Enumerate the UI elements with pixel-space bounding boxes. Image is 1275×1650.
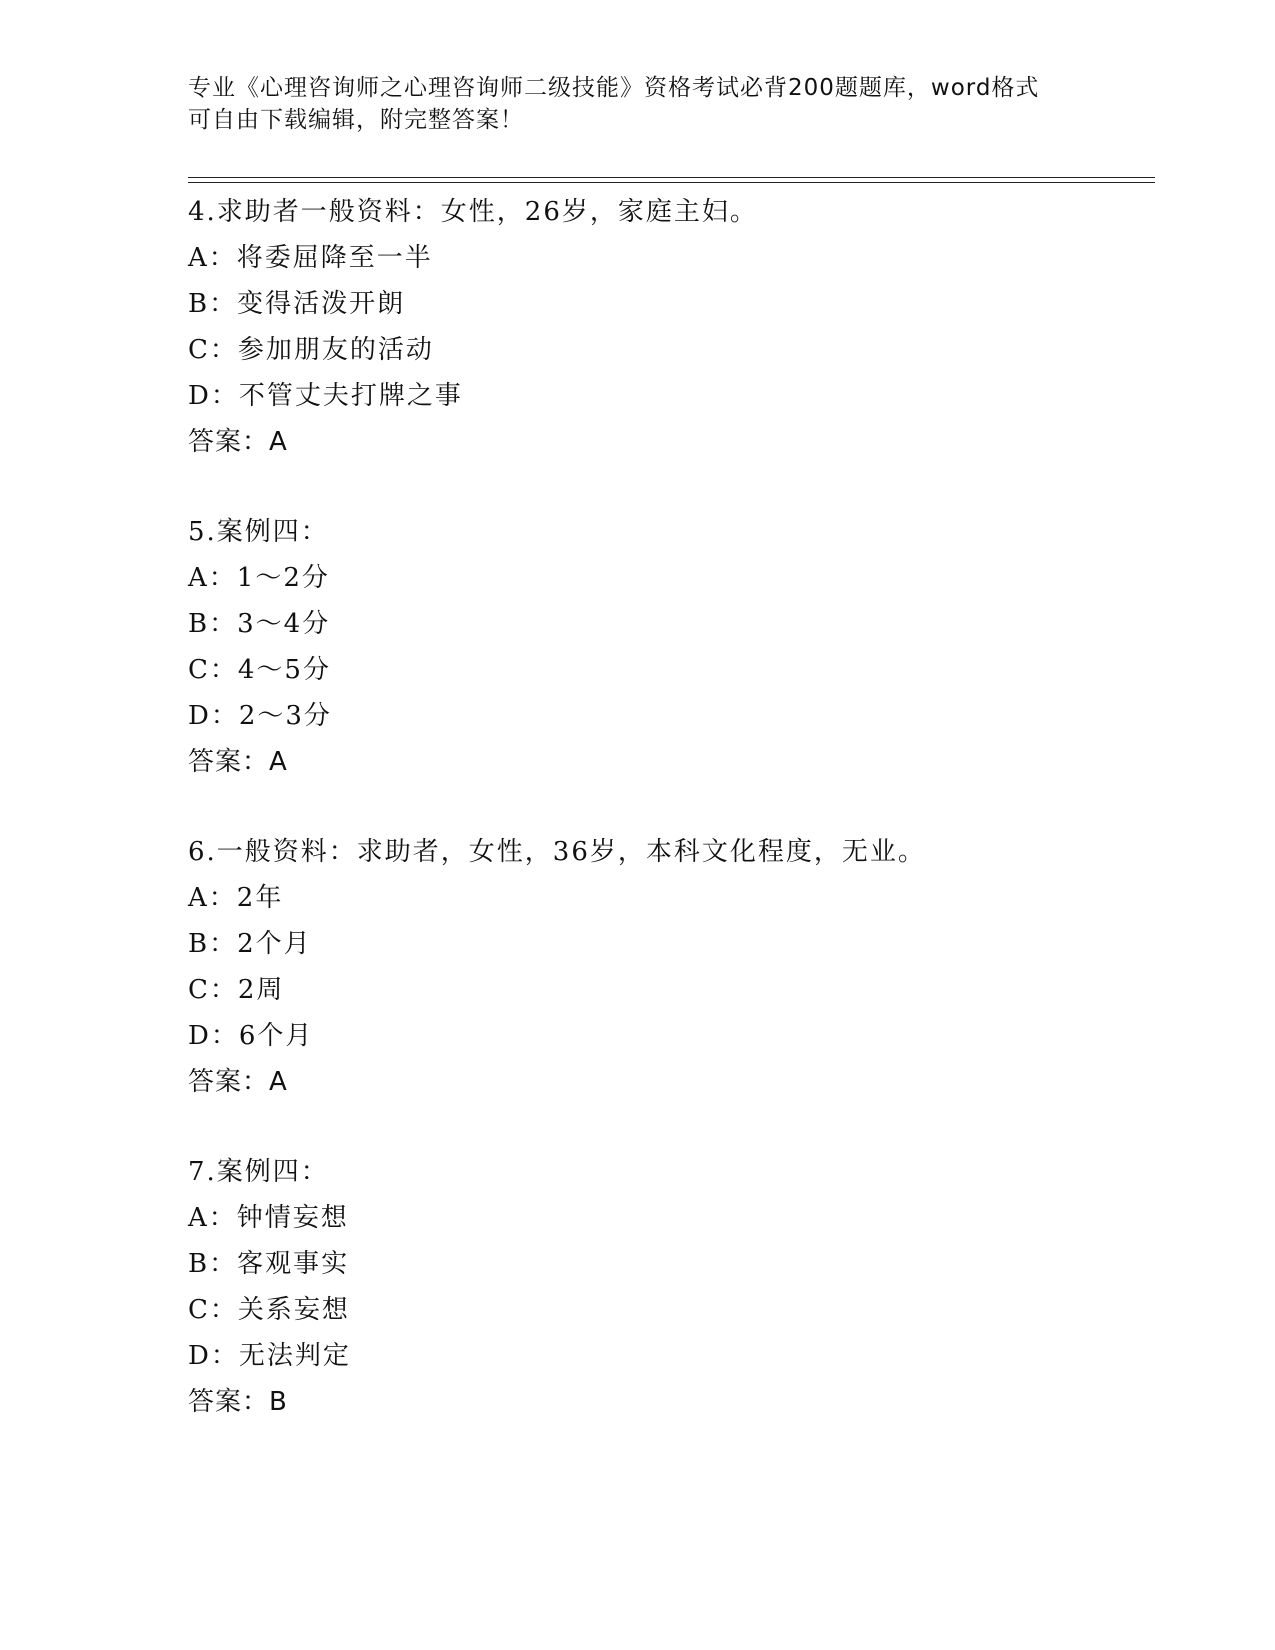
question-stem: 7.案例四： xyxy=(188,1157,329,1187)
question-6 xyxy=(188,829,1168,1105)
question-stem: 6.一般资料：求助者，女性，36岁，本科文化程度，无业。 xyxy=(188,837,926,867)
answer: 答案：B xyxy=(188,1387,288,1417)
answer: 答案：A xyxy=(188,747,288,777)
option-b: B：2个月 xyxy=(188,929,312,959)
option-c: C：2周 xyxy=(188,975,285,1005)
option-c: C：4～5分 xyxy=(188,655,331,685)
answer: 答案：A xyxy=(188,427,288,457)
option-a: A：钟情妄想 xyxy=(188,1203,349,1233)
option-c: C：关系妄想 xyxy=(188,1295,350,1325)
option-a: A：1～2分 xyxy=(188,563,330,593)
question-5 xyxy=(188,509,1168,785)
option-d: D：2～3分 xyxy=(188,701,332,731)
header-divider-top xyxy=(188,177,1155,178)
option-a: A：将委屈降至一半 xyxy=(188,243,433,273)
document-header xyxy=(188,72,1088,136)
option-b: B：变得活泼开朗 xyxy=(188,289,406,319)
question-stem: 5.案例四： xyxy=(188,517,329,547)
question-7 xyxy=(188,1149,1168,1425)
question-stem: 4.求助者一般资料：女性，26岁，家庭主妇。 xyxy=(188,197,758,227)
option-b: B：3～4分 xyxy=(188,609,331,639)
option-d: D：6个月 xyxy=(188,1021,314,1051)
option-d: D：无法判定 xyxy=(188,1341,351,1371)
option-c: C：参加朋友的活动 xyxy=(188,335,434,365)
option-b: B：客观事实 xyxy=(188,1249,350,1279)
option-d: D：不管丈夫打牌之事 xyxy=(188,381,463,411)
question-4 xyxy=(188,189,1168,465)
header-title-line-1: 专业《心理咨询师之心理咨询师二级技能》资格考试必背200题题库，word格式 xyxy=(188,75,1040,101)
option-a: A：2年 xyxy=(188,883,284,913)
header-title-line-2: 可自由下载编辑，附完整答案！ xyxy=(188,107,524,133)
header-divider-bottom xyxy=(188,182,1155,183)
answer: 答案：A xyxy=(188,1067,288,1097)
